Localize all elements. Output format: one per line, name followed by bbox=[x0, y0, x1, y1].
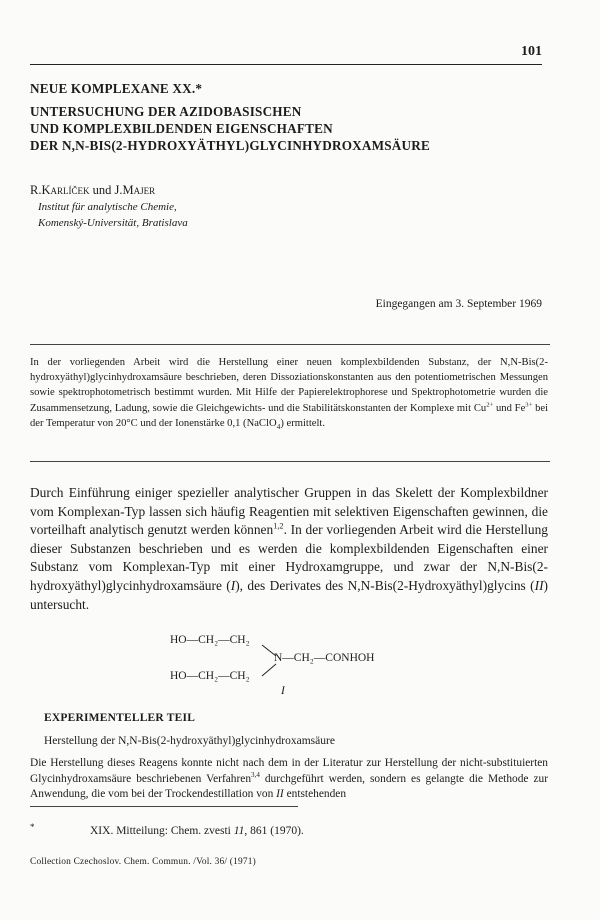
subsection-title: Herstellung der N,N-Bis(2-hydroxyäthyl)glycinhydroxamsäure bbox=[44, 735, 335, 747]
cu-charge: 2+ bbox=[486, 401, 494, 409]
affiliation-line-1: Institut für analytische Chemie, bbox=[38, 201, 177, 213]
page-number: 101 bbox=[521, 44, 542, 59]
title-line-2: UND KOMPLEXBILDENDEN EIGENSCHAFTEN bbox=[30, 121, 333, 136]
intro-text-3: ), des Derivates des N,N-Bis(2-Hydroxyäthyl)glycins ( bbox=[235, 577, 535, 593]
intro-text-1: Durch Einführung einiger spezieller analytischer Gruppen in das Skelett der Komplexbildner vom Komplexan-Typ lassen sich häufig Reagentien mit selektiven Eigenschaften gewinnen, die vorteilhaft analytisch genutzt werden können bbox=[30, 485, 548, 538]
abstract-text-1: In der vorliegenden Arbeit wird die Herstellung einer neuen komplexbildenden Substanz, der N,N-Bis(2-hydroxyäthyl)glycinhydroxamsäure beschrieben, deren Dissoziationskonstanten aus den potentiometrischen Messungen sowie spektrophotometrisch bestimmt wurden. Mit Hilfe der Papierelektrophorese und Spektrophotometrie wurden die Zusammensetzung, Ladung, sowie die Gleichgewichts- und die Stabilitätskonstanten der Komplexe mit Cu bbox=[30, 357, 548, 414]
abstract-text-4: ) ermittelt. bbox=[280, 417, 326, 429]
formula-nitrogen-part: N—CH₂—CONHOH bbox=[274, 652, 375, 664]
experimental-text-1: Die Herstellung dieses Reagens konnte nicht nach dem in der Literatur zur Herstellung der nicht-substituierten Glycinhydroxamsäure beschriebenen Verfahren bbox=[30, 757, 548, 785]
compound-label-1: I bbox=[230, 577, 236, 593]
intro-text-2: . In der vorliegenden Arbeit wird die Herstellung dieser Substanzen beschrieben und es werden die komplexbildenden Eigenschaften einer Substanz vom Komplexan-Typ mit einer Hydroxamgruppe, und zwar der N,N-Bis(2-hydroxyäthyl)glycinhydroxamsäure ( bbox=[30, 522, 548, 593]
author-first: R.Karlíček bbox=[30, 183, 90, 197]
abstract-bottom-rule bbox=[30, 461, 550, 462]
experimental-ref: 3,4 bbox=[251, 770, 260, 779]
received-date: Eingegangen am 3. September 1969 bbox=[375, 298, 542, 310]
fe-charge: 3+ bbox=[525, 401, 533, 409]
formula-lower-arm: HO—CH₂—CH₂ bbox=[170, 670, 250, 682]
journal-citation: Collection Czechoslov. Chem. Commun. /Vol. 36/ (1971) bbox=[30, 857, 256, 867]
abstract-text-3: bei der Temperatur von 20°C und der Ionenstärke 0,1 (NaClO bbox=[30, 402, 549, 429]
article-heading bbox=[30, 80, 550, 154]
footnote-text-2: , 861 (1970). bbox=[244, 825, 304, 837]
experimental-text-3: entstehenden bbox=[283, 788, 347, 801]
footnote-text bbox=[90, 825, 304, 837]
footnote-rule bbox=[30, 806, 298, 807]
section-title: EXPERIMENTELLER TEIL bbox=[44, 712, 196, 724]
experimental-paragraph bbox=[30, 756, 548, 803]
footnote bbox=[30, 822, 304, 837]
author-conjunction: und bbox=[92, 183, 112, 197]
lower-bond-line bbox=[262, 664, 276, 676]
abstract bbox=[30, 355, 548, 431]
footnote-text-1: XIX. Mitteilung: Chem. zvesti bbox=[90, 825, 234, 837]
authors bbox=[30, 183, 155, 198]
affiliation bbox=[38, 199, 188, 231]
abstract-text-2: und Fe bbox=[493, 402, 526, 414]
author-second: J.Majer bbox=[114, 183, 156, 197]
intro-ref-1: 1,2 bbox=[273, 521, 284, 531]
formula-upper-arm: HO—CH₂—CH₂ bbox=[170, 634, 250, 646]
formula-label: I bbox=[281, 685, 285, 697]
experimental-text-2: durchgeführt werden, sondern es gelangte die Methode zur Anwendung, die vom bei der Trockendestillation von bbox=[30, 772, 548, 801]
intro-text-4: ) untersucht. bbox=[30, 577, 548, 612]
affiliation-line-2: Komenský-Universität, Bratislava bbox=[38, 217, 188, 229]
clo4-subscript: 4 bbox=[276, 421, 281, 431]
intro-paragraph bbox=[30, 484, 548, 614]
experimental-compound: II bbox=[276, 788, 284, 801]
header-rule bbox=[30, 64, 542, 65]
abstract-top-rule bbox=[30, 344, 550, 345]
structural-formula bbox=[170, 632, 490, 702]
footnote-marker: * bbox=[30, 822, 35, 832]
compound-label-2: II bbox=[534, 577, 544, 593]
series-title: NEUE KOMPLEXANE XX.* bbox=[30, 81, 203, 96]
footnote-volume: 11 bbox=[233, 825, 245, 837]
title-line-3: DER N,N-BIS(2-HYDROXYÄTHYL)GLYCINHYDROXAMSÄURE bbox=[30, 138, 430, 153]
title-line-1: UNTERSUCHUNG DER AZIDOBASISCHEN bbox=[30, 104, 302, 119]
